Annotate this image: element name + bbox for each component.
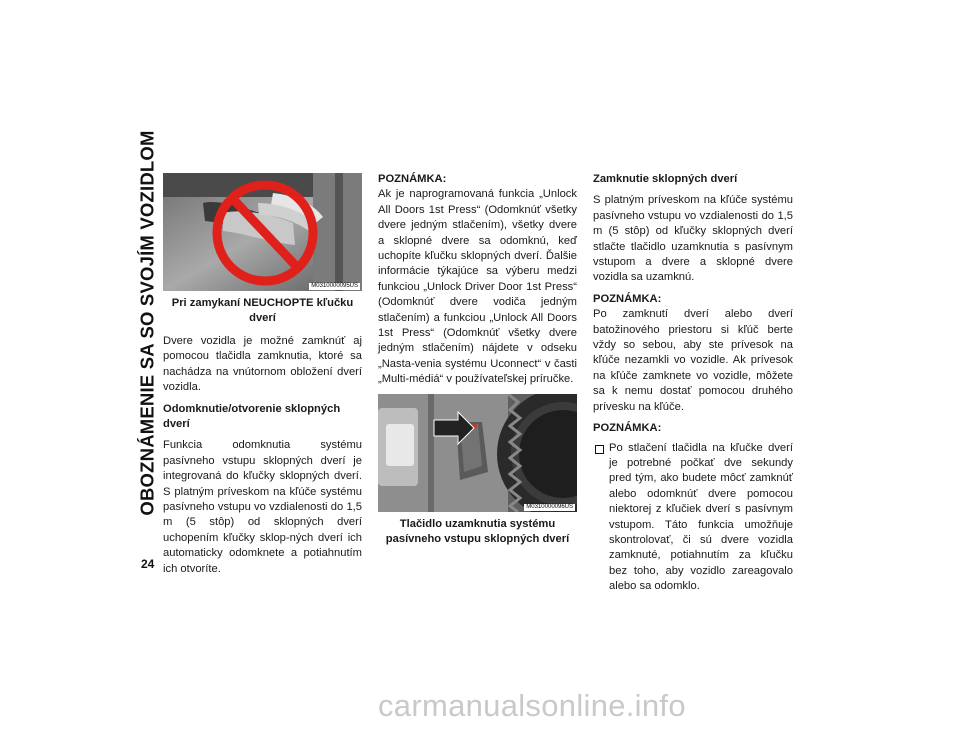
note-title: POZNÁMKA: [593,422,662,435]
column-3 [593,172,793,595]
note-text: Ak je naprogramovaná funkcia „Unlock All Doors 1st Press“ (Odomknúť všetky dvere jedným stlačením), všetky dvere a sklopné dvere sa odomknú, keď uchopíte kľučku sklopných dverí. Ďalšie informácie týkajúce sa výberu medzi funkciou „Unlock Driver Door 1st Press“ (Odomknúť dvere vodiča jedným stlačením) a funkciou „Unlock All Doors 1st Press“ (Odomknúť všetky dvere jedným stlačením) nájdete v odseku „Nasta-venia systému Uconnect“ v časti „Multi-médiá“ v používateľskej príručke. [378,188,577,386]
figure-lock-button [378,394,577,512]
page-number: 24 [141,557,155,571]
note-title: POZNÁMKA: [593,292,662,305]
note-title: POZNÁMKA: [378,173,447,185]
chapter-title-text: OBOZNÁMENIE SA SO SVOJÍM VOZIDLOM [137,129,159,516]
figure-code: M0310000096US [526,503,573,510]
paragraph: S platným príveskom na kľúče systému pasívneho vstupu vo vzdialenosti do 1,5 m (5 stôp) od kľučky sklopných dverí stlačte tlačidlo uzamknutia s pasívnym vstupom a dvere a sklopné dvere vozidla sa uzamknú. [593,194,793,284]
section-heading: Odomknutie/otvorenie sklopných dverí [163,402,341,431]
paragraph: Dvere vozidla je možné zamknúť aj pomocou tlačidla zamknutia, ktoré sa nachádza na vnútornom obložení dverí vozidla. [163,335,362,394]
watermark: carmanualsonline.info [378,688,686,723]
figure-illustration [378,394,577,512]
figure-do-not-grab-handle [163,173,362,291]
bullet-text: Po stlačení tlačidla na kľučke dverí je potrebné počkať dve sekundy pred tým, ako budete môcť zamknúť alebo odomknúť dvere pomocou niektorej z kľučiek dverí s pasívnym vstupom. Táto funkcia umožňuje skontrolovať, či sú dvere vozidla zamknuté, potiahnutím za kľučku bez toho, aby vozidlo zareagovalo alebo sa odomklo. [609,441,793,593]
column-2 [378,172,577,555]
paragraph: Funkcia odomknutia systému pasívneho vstupu sklopných dverí je integrovaná do kľučky sklopných dverí. S platným príveskom na kľúče systému pasívneho vstupu vo vzdialenosti do 1,5 m (5 stôp) od sklopných dverí uchopením kľučky sklop-ných dverí ich automaticky odomknete a potiahnutím ich otvoríte. [163,439,362,575]
column-1 [163,173,362,583]
bullet-item [593,441,793,595]
figure-caption: Tlačidlo uzamknutia systému pasívneho vstupu sklopných dverí [385,517,570,545]
note-text: Po zamknutí dverí alebo dverí batožinového priestoru si kľúč berte vždy so sebou, aby ste prívesok na kľúče nezamkli vo vozidle. Ak prívesok na kľúče zamknete vo vozidle, môžete sa k nemu dostať pomocou druhého prívesku na kľúče. [593,308,793,413]
figure-code: M0310000095US [311,283,358,289]
section-heading: Zamknutie sklopných dverí [593,173,738,185]
figure-caption: Pri zamykaní NEUCHOPTE kľučku dverí [171,297,354,324]
chapter-sidebar-title [136,129,160,516]
figure-illustration [163,173,362,291]
bullet-box-icon [595,445,604,454]
